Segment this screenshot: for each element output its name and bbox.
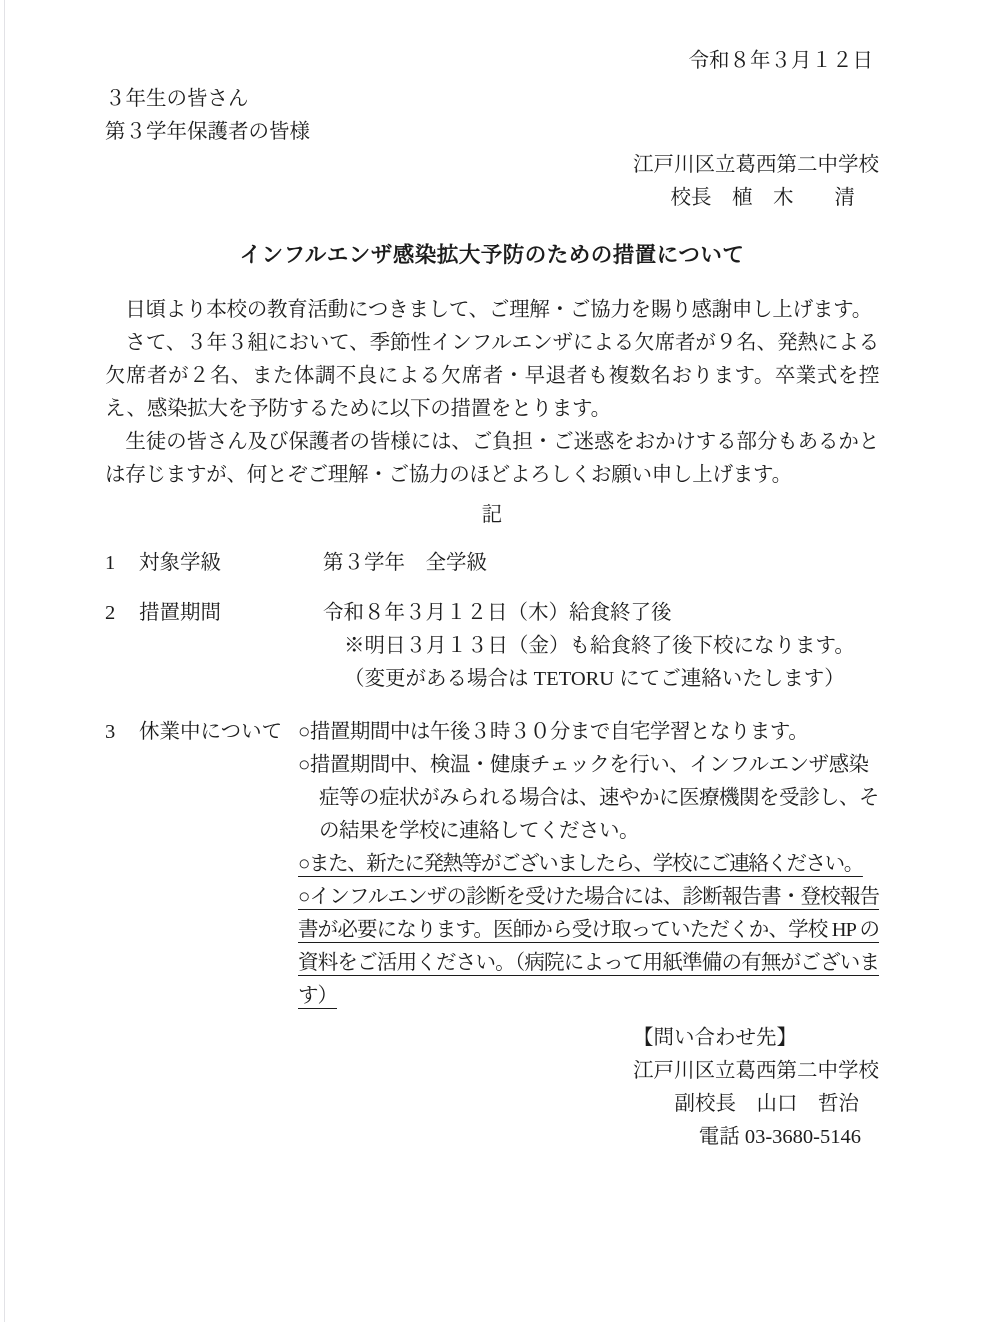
contact-block bbox=[633, 1022, 879, 1154]
target-classes-value: 第３学年 全学級 bbox=[323, 552, 487, 574]
document-date: 令和８年３月１２日 bbox=[688, 50, 873, 72]
contact-heading: 【問い合わせ先】 bbox=[633, 1027, 797, 1049]
document-title: インフルエンザ感染拡大予防のための措置について bbox=[239, 243, 745, 267]
sender-block bbox=[105, 149, 879, 215]
contact-phone-number: 電話 03-3680-5146 bbox=[698, 1126, 861, 1148]
body-text bbox=[105, 294, 879, 492]
closure-rule-health-check: ○措置期間中、検温・健康チェックを行い、インフルエンザ感染症等の症状がみられる場合は、速やかに医療機関を受診し、その結果を学校に連絡してください。 bbox=[298, 754, 879, 842]
item-label: 休業中について bbox=[139, 721, 283, 743]
item-label: 対象学級 bbox=[139, 552, 221, 574]
sender-principal-name: 校長 植 木 清 bbox=[670, 187, 855, 209]
closure-rule-diagnosis-report: ○インフルエンザの診断を受けた場合には、診断報告書・登校報告書が必要になります。医師から受け取っていただくか、学校 HP の資料をご活用ください。（病院によって用紙準備の有無がございます） bbox=[298, 886, 879, 1007]
item-label: 措置期間 bbox=[139, 602, 221, 624]
item-number: 3 bbox=[105, 721, 116, 743]
sender-school-name: 江戸川区立葛西第二中学校 bbox=[633, 154, 879, 176]
body-paragraph-request: 生徒の皆さん及び保護者の皆様には、ご負担・ご迷惑をおかけする部分もあるかとは存じますが、何とぞご理解・ご協力のほどよろしくお願い申し上げます。 bbox=[105, 431, 879, 486]
record-marker: 記 bbox=[481, 504, 503, 526]
item-value bbox=[298, 716, 879, 1013]
closure-rule-report-fever: ○また、新たに発熱等がございましたら、学校にご連絡ください。 bbox=[298, 853, 863, 875]
contact-vice-principal: 副校長 山口 哲治 bbox=[674, 1093, 859, 1115]
measure-period-note: ※明日３月１３日（金）も給食終了後下校になります。 bbox=[344, 635, 855, 657]
contact-school-name: 江戸川区立葛西第二中学校 bbox=[633, 1060, 879, 1082]
addressee-block bbox=[105, 83, 879, 149]
item-value bbox=[323, 547, 879, 580]
list-item-measure-period bbox=[105, 597, 879, 696]
scan-edge-artifact bbox=[4, 0, 5, 1322]
item-number: 2 bbox=[105, 602, 116, 624]
item-number: 1 bbox=[105, 552, 116, 574]
closure-rule-home-study: ○措置期間中は午後３時３０分まで自宅学習となります。 bbox=[298, 721, 809, 743]
item-value bbox=[323, 597, 879, 696]
body-paragraph-situation: さて、３年３組において、季節性インフルエンザによる欠席者が９名、発熱による欠席者が２名、また体調不良による欠席者・早退者も複数名おります。卒業式を控え、感染拡大を予防するために以下の措置をとります。 bbox=[105, 332, 879, 420]
measure-period-date: 令和８年３月１２日（木）給食終了後 bbox=[323, 602, 672, 624]
body-paragraph-greeting: 日頃より本校の教育活動につきまして、ご理解・ご協力を賜り感謝申し上げます。 bbox=[105, 299, 873, 321]
list-item-during-closure bbox=[105, 716, 879, 1013]
addressee-guardians: 第３学年保護者の皆様 bbox=[105, 121, 310, 143]
measure-period-change-note: （変更がある場合は TETORU にてご連絡いたします） bbox=[344, 668, 845, 690]
list-item-target-classes bbox=[105, 547, 879, 580]
addressee-students: ３年生の皆さん bbox=[105, 88, 249, 110]
